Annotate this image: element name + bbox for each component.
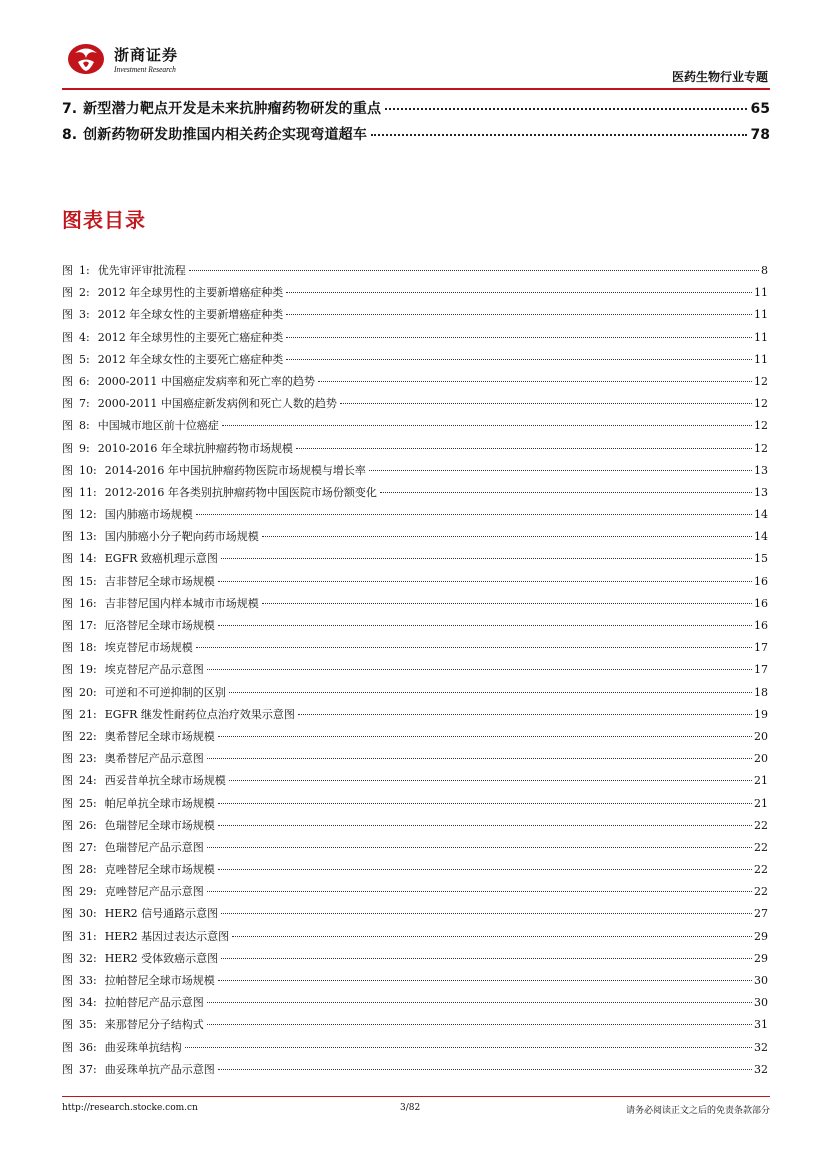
figure-entry[interactable] (62, 351, 768, 373)
figure-number: 30: (79, 907, 97, 921)
figure-number: 3: (79, 308, 90, 322)
figure-number: 28: (79, 863, 97, 877)
figure-page: 21 (754, 796, 768, 810)
dot-leader (218, 736, 752, 737)
figure-page: 22 (754, 863, 768, 877)
figure-caption: 厄洛替尼全球市场规模 (104, 619, 215, 632)
figure-label: 图 (62, 286, 73, 300)
figure-page: 22 (754, 818, 768, 832)
figure-label: 图 (62, 463, 73, 477)
figure-label: 图 (62, 1040, 73, 1054)
figure-label: 图 (62, 441, 73, 455)
figure-number: 20: (79, 685, 97, 699)
figure-entry[interactable] (62, 462, 768, 484)
figure-entry[interactable] (62, 772, 768, 794)
figure-page: 13 (754, 485, 768, 499)
footer-divider (62, 1096, 770, 1097)
page-indicator: 3/82 (400, 1103, 421, 1113)
figure-page: 15 (754, 552, 768, 566)
dot-leader (218, 825, 752, 826)
figure-label: 图 (62, 707, 73, 721)
toc-number: 7. (62, 101, 78, 117)
figure-entry[interactable] (62, 839, 768, 861)
figure-entry[interactable] (62, 329, 768, 351)
toc-title: 创新药物研发助推国内相关药企实现弯道超车 (83, 127, 368, 143)
figure-label: 图 (62, 485, 73, 499)
figure-page: 17 (754, 641, 768, 655)
figure-entry[interactable] (62, 262, 768, 284)
figure-page: 16 (754, 619, 768, 632)
figure-entry[interactable] (62, 617, 768, 639)
figure-entry[interactable] (62, 905, 768, 927)
figure-label: 图 (62, 374, 73, 388)
figure-page: 13 (754, 463, 768, 477)
figure-page: 12 (754, 419, 768, 433)
figure-number: 18: (79, 641, 97, 655)
dot-leader (340, 403, 752, 404)
figure-caption: 2010-2016 年全球抗肿瘤药物市场规模 (97, 441, 293, 455)
figure-entry[interactable] (62, 550, 768, 572)
figure-caption: 2012-2016 年各类别抗肿瘤药物中国医院市场份额变化 (104, 485, 377, 499)
figure-number: 19: (79, 663, 97, 677)
figure-number: 32: (79, 951, 97, 965)
figure-label: 图 (62, 1018, 73, 1032)
dot-leader (380, 492, 752, 493)
figure-entry[interactable] (62, 484, 768, 506)
dot-leader (207, 891, 752, 892)
figure-page: 17 (754, 663, 768, 677)
figure-page: 20 (754, 752, 768, 766)
figure-entry[interactable] (62, 994, 768, 1016)
figure-caption: HER2 信号通路示意图 (104, 907, 219, 921)
figure-caption: 奥希替尼全球市场规模 (104, 729, 215, 743)
toc-number: 8. (62, 127, 78, 143)
figure-page: 22 (754, 840, 768, 854)
figure-label: 图 (62, 619, 73, 632)
figure-page: 12 (754, 374, 768, 388)
dot-leader (286, 314, 752, 315)
figure-entry[interactable] (62, 573, 768, 595)
figure-number: 33: (79, 974, 97, 987)
figure-entry[interactable] (62, 1061, 768, 1083)
figure-number: 36: (79, 1040, 97, 1054)
figure-number: 37: (79, 1062, 97, 1076)
figure-caption: HER2 基因过表达示意图 (104, 929, 230, 943)
figure-caption: 色瑞替尼全球市场规模 (104, 818, 215, 832)
figure-caption: 可逆和不可逆抑制的区别 (104, 685, 226, 699)
dot-leader (207, 1024, 752, 1025)
figure-page: 11 (754, 352, 768, 366)
dot-leader (221, 913, 752, 914)
dot-leader (232, 936, 752, 937)
figure-page: 16 (754, 574, 768, 588)
figure-label: 图 (62, 752, 73, 766)
figure-label: 图 (62, 330, 73, 344)
figure-number: 13: (79, 530, 97, 544)
figure-caption: 埃克替尼产品示意图 (104, 663, 204, 677)
figure-entry[interactable] (62, 284, 768, 306)
figure-number: 27: (79, 840, 97, 854)
figure-page: 27 (754, 907, 768, 921)
dot-leader (296, 448, 752, 449)
figure-caption: 2000-2011 中国癌症发病率和死亡率的趋势 (97, 374, 315, 388)
figure-entry[interactable] (62, 684, 768, 706)
figure-entry[interactable] (62, 883, 768, 905)
figure-number: 35: (79, 1018, 97, 1032)
figure-caption: 埃克替尼市场规模 (104, 641, 193, 655)
figure-caption: 克唑替尼全球市场规模 (104, 863, 215, 877)
figure-label: 图 (62, 729, 73, 743)
figure-number: 7: (79, 397, 90, 411)
brand-logo-icon (66, 40, 106, 76)
figure-label: 图 (62, 863, 73, 877)
figure-label: 图 (62, 397, 73, 411)
dot-leader (371, 134, 746, 136)
figure-caption: 西妥昔单抗全球市场规模 (104, 774, 226, 788)
figure-entry[interactable] (62, 661, 768, 683)
brand-name-en: Investment Research (114, 64, 176, 74)
figure-page: 31 (754, 1018, 768, 1032)
dot-leader (196, 514, 752, 515)
dot-leader (196, 647, 752, 648)
dot-leader (218, 869, 752, 870)
figure-page: 20 (754, 729, 768, 743)
toc-page: 65 (750, 101, 770, 117)
figure-entry[interactable] (62, 506, 768, 528)
figure-number: 12: (79, 508, 97, 522)
figure-label: 图 (62, 796, 73, 810)
figure-page: 32 (754, 1062, 768, 1076)
figure-entry[interactable] (62, 950, 768, 972)
toc-entry-7[interactable] (62, 98, 770, 120)
figure-label: 图 (62, 352, 73, 366)
toc-page: 78 (750, 127, 770, 143)
figure-number: 4: (79, 330, 90, 344)
figure-number: 16: (79, 596, 97, 610)
figure-page: 29 (754, 929, 768, 943)
figure-page: 14 (754, 508, 768, 522)
figure-caption: 克唑替尼产品示意图 (104, 885, 204, 899)
figure-number: 23: (79, 752, 97, 766)
dot-leader (207, 1002, 752, 1003)
figure-caption: 优先审评审批流程 (97, 264, 186, 277)
dot-leader (286, 337, 752, 338)
figure-label: 图 (62, 996, 73, 1010)
figure-label: 图 (62, 308, 73, 322)
figure-label: 图 (62, 641, 73, 655)
figure-page: 30 (754, 996, 768, 1010)
dot-leader (369, 470, 752, 471)
figure-caption: EGFR 继发性耐药位点治疗效果示意图 (104, 707, 295, 721)
report-type: 医药生物行业专题 (671, 70, 768, 84)
figure-entry[interactable] (62, 861, 768, 883)
figure-number: 5: (79, 352, 90, 366)
figure-number: 9: (79, 441, 90, 455)
header-divider (62, 88, 770, 90)
figure-caption: 曲妥珠单抗产品示意图 (104, 1062, 215, 1076)
figure-caption: HER2 受体致癌示意图 (104, 951, 219, 965)
dot-leader (229, 780, 752, 781)
figure-caption: 吉非替尼全球市场规模 (104, 574, 215, 588)
figure-caption: 拉帕替尼产品示意图 (104, 996, 204, 1010)
figure-label: 图 (62, 774, 73, 788)
figure-number: 2: (79, 286, 90, 300)
figure-caption: 国内肺癌小分子靶向药市场规模 (104, 530, 259, 544)
dot-leader (207, 847, 752, 848)
figure-entry[interactable] (62, 306, 768, 328)
figure-entry[interactable] (62, 928, 768, 950)
figure-page: 29 (754, 951, 768, 965)
figure-label: 图 (62, 574, 73, 588)
figure-entry[interactable] (62, 817, 768, 839)
toc-title: 新型潜力靶点开发是未来抗肿瘤药物研发的重点 (83, 101, 382, 117)
figures-heading: 图表目录 (62, 208, 146, 232)
figure-label: 图 (62, 885, 73, 899)
figure-page: 14 (754, 530, 768, 544)
figure-entry[interactable] (62, 373, 768, 395)
footer-url[interactable]: http://research.stocke.com.cn (62, 1103, 198, 1113)
dot-leader (185, 1047, 752, 1048)
figure-entry[interactable] (62, 395, 768, 417)
figure-caption: 2012 年全球女性的主要死亡癌症种类 (97, 352, 284, 366)
figure-entry[interactable] (62, 706, 768, 728)
figure-label: 图 (62, 1062, 73, 1076)
dot-leader (262, 603, 752, 604)
figure-caption: 2012 年全球女性的主要新增癌症种类 (97, 308, 284, 322)
figure-number: 21: (79, 707, 97, 721)
dot-leader (262, 536, 752, 537)
disclaimer-note: 请务必阅读正文之后的免责条款部分 (625, 1106, 770, 1116)
dot-leader (298, 714, 752, 715)
figure-number: 15: (79, 574, 97, 588)
figure-label: 图 (62, 663, 73, 677)
figure-page: 19 (754, 707, 768, 721)
figure-page: 11 (754, 308, 768, 322)
figure-entry[interactable] (62, 728, 768, 750)
figure-caption: 2000-2011 中国癌症新发病例和死亡人数的趋势 (97, 397, 337, 411)
figure-caption: 曲妥珠单抗结构 (104, 1040, 182, 1054)
dot-leader (218, 581, 752, 582)
figure-page: 12 (754, 397, 768, 411)
figure-entry[interactable] (62, 528, 768, 550)
figure-number: 34: (79, 996, 97, 1010)
figure-page: 32 (754, 1040, 768, 1054)
figure-label: 图 (62, 685, 73, 699)
figure-label: 图 (62, 840, 73, 854)
figure-entry[interactable] (62, 972, 768, 994)
figure-label: 图 (62, 951, 73, 965)
brand-name-cn: 浙商证券 (114, 46, 179, 64)
dot-leader (218, 1069, 752, 1070)
figure-number: 24: (79, 774, 97, 788)
dot-leader (218, 625, 752, 626)
figure-label: 图 (62, 907, 73, 921)
dot-leader (318, 381, 752, 382)
dot-leader (221, 558, 752, 559)
figure-caption: 色瑞替尼产品示意图 (104, 840, 204, 854)
dot-leader (218, 803, 752, 804)
figure-label: 图 (62, 818, 73, 832)
figure-caption: 拉帕替尼全球市场规模 (104, 974, 215, 987)
figure-page: 8 (761, 264, 768, 277)
figure-number: 22: (79, 729, 97, 743)
figure-list (62, 262, 768, 1083)
figure-entry[interactable] (62, 440, 768, 462)
dot-leader (222, 425, 752, 426)
figure-label: 图 (62, 974, 73, 987)
figure-entry[interactable] (62, 1016, 768, 1038)
figure-number: 31: (79, 929, 97, 943)
figure-page: 12 (754, 441, 768, 455)
dot-leader (189, 270, 759, 271)
figure-number: 26: (79, 818, 97, 832)
figure-caption: 2012 年全球男性的主要死亡癌症种类 (97, 330, 284, 344)
figure-page: 21 (754, 774, 768, 788)
figure-number: 10: (79, 463, 97, 477)
figure-label: 图 (62, 596, 73, 610)
dot-leader (286, 292, 752, 293)
figure-number: 17: (79, 619, 97, 632)
figure-caption: 2012 年全球男性的主要新增癌症种类 (97, 286, 284, 300)
figure-label: 图 (62, 264, 73, 277)
figure-page: 11 (754, 286, 768, 300)
figure-number: 29: (79, 885, 97, 899)
figure-page: 30 (754, 974, 768, 987)
dot-leader (207, 758, 752, 759)
figure-entry[interactable] (62, 417, 768, 439)
figure-entry[interactable] (62, 750, 768, 772)
figure-page: 22 (754, 885, 768, 899)
figure-label: 图 (62, 552, 73, 566)
page-header (62, 38, 770, 88)
figure-page: 18 (754, 685, 768, 699)
figure-caption: 中国城市地区前十位癌症 (97, 419, 219, 433)
figure-caption: 国内肺癌市场规模 (104, 508, 193, 522)
figure-entry[interactable] (62, 1039, 768, 1061)
figure-number: 25: (79, 796, 97, 810)
figure-number: 8: (79, 419, 90, 433)
figure-label: 图 (62, 419, 73, 433)
dot-leader (286, 359, 752, 360)
figure-caption: 奥希替尼产品示意图 (104, 752, 204, 766)
figure-page: 11 (754, 330, 768, 344)
toc-entry-8[interactable] (62, 124, 770, 146)
dot-leader (385, 108, 746, 110)
figure-caption: EGFR 致癌机理示意图 (104, 552, 218, 566)
dot-leader (221, 958, 752, 959)
figure-label: 图 (62, 530, 73, 544)
figure-number: 14: (79, 552, 97, 566)
figure-entry[interactable] (62, 795, 768, 817)
figure-number: 11: (79, 485, 97, 499)
figure-entry[interactable] (62, 595, 768, 617)
figure-page: 16 (754, 596, 768, 610)
figure-caption: 来那替尼分子结构式 (104, 1018, 204, 1032)
dot-leader (229, 692, 752, 693)
figure-entry[interactable] (62, 639, 768, 661)
figure-number: 1: (79, 264, 90, 277)
figure-label: 图 (62, 929, 73, 943)
dot-leader (207, 669, 752, 670)
figure-label: 图 (62, 508, 73, 522)
figure-caption: 帕尼单抗全球市场规模 (104, 796, 215, 810)
dot-leader (218, 980, 752, 981)
figure-caption: 吉非替尼国内样本城市市场规模 (104, 596, 259, 610)
figure-number: 6: (79, 374, 90, 388)
figure-caption: 2014-2016 年中国抗肿瘤药物医院市场规模与增长率 (104, 463, 366, 477)
